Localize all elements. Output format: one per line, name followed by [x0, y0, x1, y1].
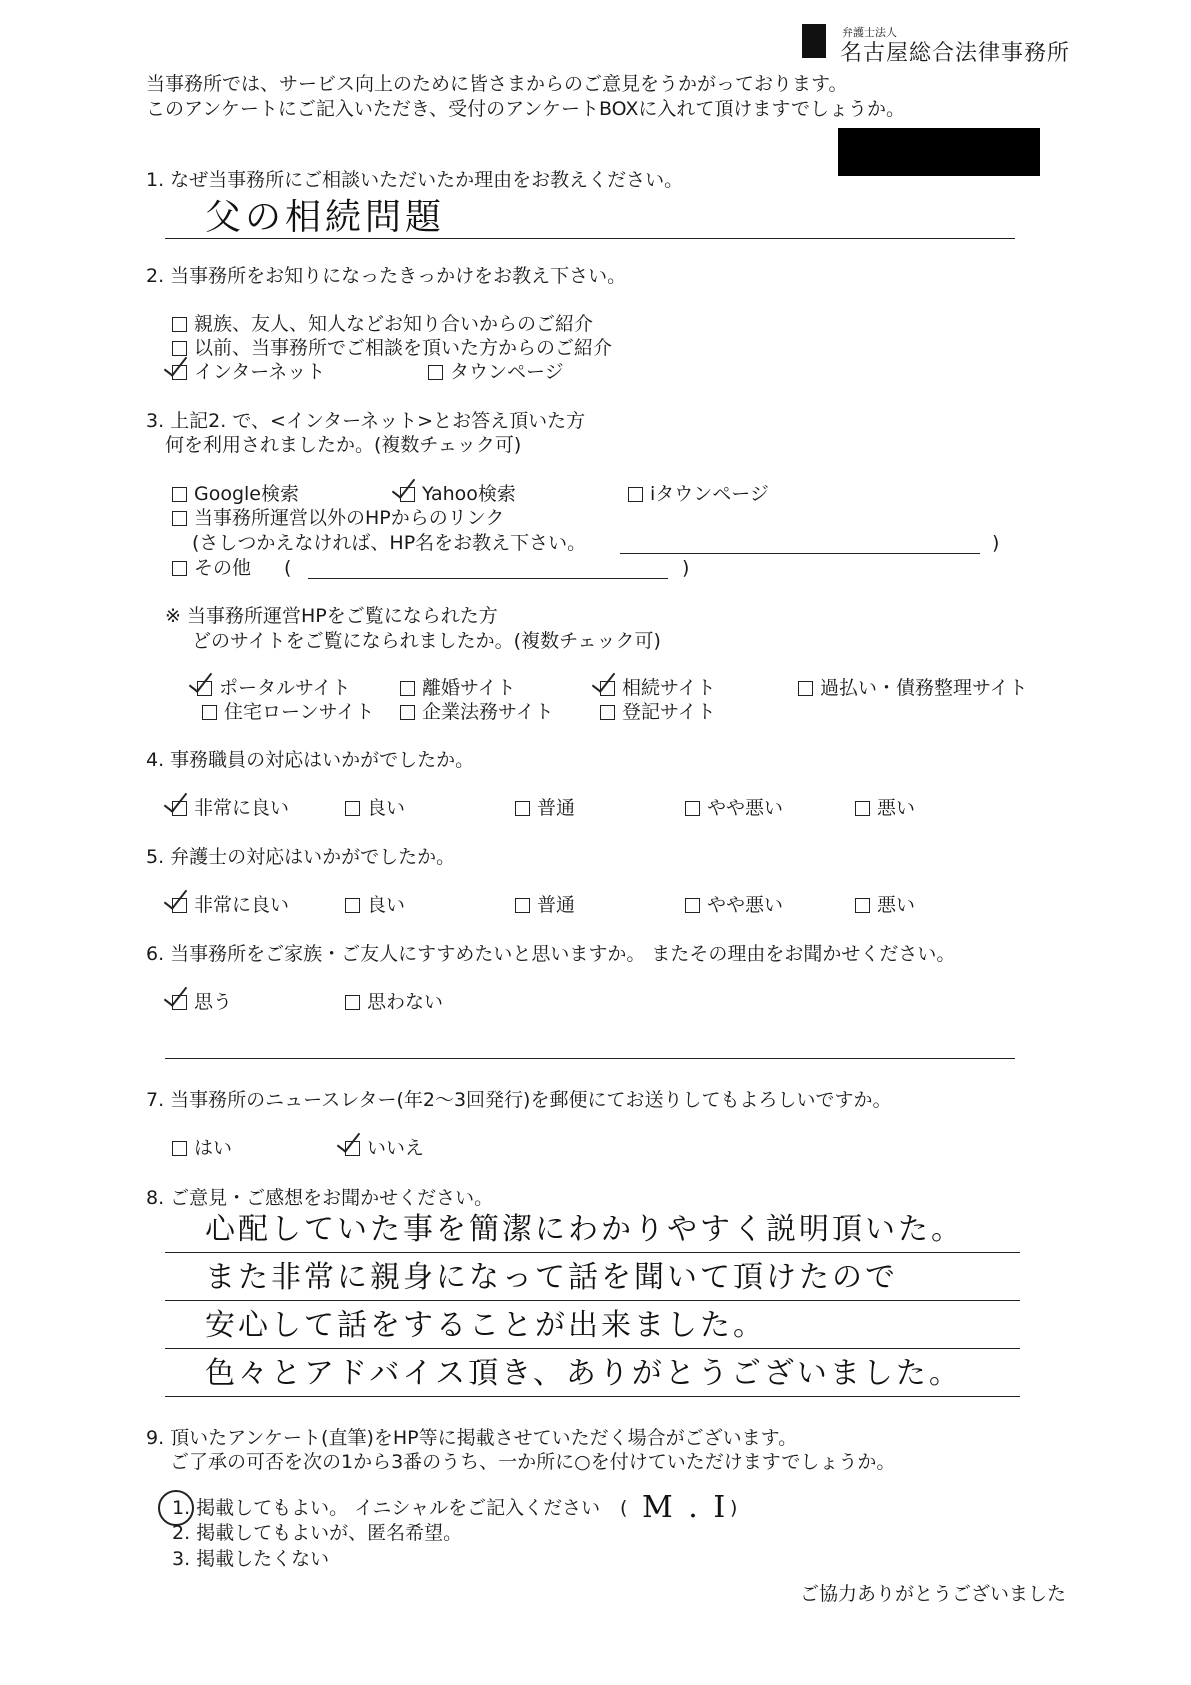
q4-option-bad[interactable]: 悪い: [855, 796, 915, 820]
q8-rule-1: [165, 1252, 1020, 1253]
q2-question: 2. 当事務所をお知りになったきっかけをお教え下さい。: [146, 265, 627, 287]
q9-question-line-1: 9. 頂いたアンケート(直筆)をHP等に掲載させていただく場合がございます。: [146, 1427, 798, 1449]
intro-line-2: このアンケートにご記入いただき、受付のアンケートBOXに入れて頂けますでしょうか。: [146, 98, 905, 120]
q4-option-very-good[interactable]: 非常に良い: [172, 796, 289, 820]
q1-answer[interactable]: 父の相続問題: [205, 197, 446, 238]
q1-question: 1. なぜ当事務所にご相談いただいたか理由をお教えください。: [146, 169, 684, 191]
checkbox[interactable]: [172, 1141, 187, 1156]
q3-question-line-2: 何を利用されましたか。(複数チェック可): [165, 434, 522, 456]
q3-option-itownpage[interactable]: iタウンページ: [628, 482, 769, 506]
checkbox[interactable]: [172, 487, 187, 502]
firm-name: 名古屋総合法律事務所: [840, 41, 1071, 66]
checkbox[interactable]: [600, 705, 615, 720]
q9-choice-1[interactable]: 1. 掲載してもよい。 イニシャルをご記入ください: [172, 1497, 601, 1519]
q8-rule-2: [165, 1300, 1020, 1301]
checkbox[interactable]: [515, 801, 530, 816]
q9-initials[interactable]: M . I: [642, 1490, 729, 1525]
q4-option-good[interactable]: 良い: [345, 796, 405, 820]
q5-option-very-good[interactable]: 非常に良い: [172, 893, 289, 917]
q3-link-input-line[interactable]: [620, 553, 980, 554]
q6-option-no[interactable]: 思わない: [345, 990, 443, 1014]
q8-rule-4: [165, 1396, 1020, 1397]
checkbox[interactable]: [685, 898, 700, 913]
checkbox-checked[interactable]: [172, 801, 187, 816]
checkbox[interactable]: [345, 801, 360, 816]
q3-note-line-2: どのサイトをご覧になられましたか。(複数チェック可): [192, 630, 661, 652]
q3-other-input-line[interactable]: [308, 578, 668, 579]
q3-site-portal[interactable]: ポータルサイト: [197, 676, 351, 700]
q9-initials-open: (: [620, 1497, 628, 1519]
q5-option-somewhat-bad[interactable]: やや悪い: [685, 893, 783, 917]
q9-question-line-2: ご了承の可否を次の1から3番のうち、一か所に○を付けていただけますでしょうか。: [170, 1451, 896, 1473]
firm-logo-mark: [802, 24, 826, 58]
q7-question: 7. 当事務所のニュースレター(年2～3回発行)を郵便にてお送りしてもよろしいですか。: [146, 1089, 892, 1111]
q9-initials-close: ): [730, 1497, 738, 1519]
q3-option-yahoo[interactable]: Yahoo検索: [400, 482, 516, 506]
q3-option-other[interactable]: その他: [172, 556, 251, 580]
q8-answer-line-2[interactable]: また非常に親身になって話を聞いて頂けたので: [205, 1260, 898, 1295]
q3-site-inheritance[interactable]: 相続サイト: [600, 676, 716, 700]
q5-option-bad[interactable]: 悪い: [855, 893, 915, 917]
checkbox-checked[interactable]: [345, 1141, 360, 1156]
q3-site-divorce[interactable]: 離婚サイト: [400, 676, 516, 700]
q8-answer-line-3[interactable]: 安心して話をすることが出来ました。: [205, 1308, 766, 1343]
checkbox[interactable]: [345, 995, 360, 1010]
q4-option-somewhat-bad[interactable]: やや悪い: [685, 796, 783, 820]
q6-question: 6. 当事務所をご家族・ご友人にすすめたいと思いますか。 またその理由をお聞かせください。: [146, 943, 956, 965]
q9-choice-2[interactable]: 2. 掲載してもよいが、匿名希望。: [172, 1522, 463, 1544]
checkbox-checked[interactable]: [197, 681, 212, 696]
q3-option-external-link[interactable]: 当事務所運営以外のHPからのリンク: [172, 506, 504, 530]
q3-link-note: (さしつかえなければ、HP名をお教え下さい。: [192, 532, 587, 554]
q8-answer-line-4[interactable]: 色々とアドバイス頂き、ありがとうございました。: [205, 1356, 962, 1391]
checkbox[interactable]: [855, 801, 870, 816]
q3-option-google[interactable]: Google検索: [172, 482, 299, 506]
checkbox[interactable]: [798, 681, 813, 696]
footer-thanks: ご協力ありがとうございました: [800, 1583, 1067, 1605]
q2-option-townpage[interactable]: タウンページ: [428, 360, 564, 384]
checkbox[interactable]: [685, 801, 700, 816]
checkbox[interactable]: [345, 898, 360, 913]
checkbox-checked[interactable]: [172, 365, 187, 380]
q4-option-normal[interactable]: 普通: [515, 796, 575, 820]
checkbox[interactable]: [628, 487, 643, 502]
q7-option-yes[interactable]: はい: [172, 1136, 232, 1160]
checkbox-checked[interactable]: [600, 681, 615, 696]
checkbox[interactable]: [855, 898, 870, 913]
q3-site-housing-loan[interactable]: 住宅ローンサイト: [202, 700, 374, 724]
checkbox-checked[interactable]: [400, 487, 415, 502]
q3-other-open: (: [284, 557, 292, 579]
q2-option-acquaintance[interactable]: 親族、友人、知人などお知り合いからのご紹介: [172, 312, 593, 336]
q3-other-close: ): [682, 557, 690, 579]
q8-rule-3: [165, 1348, 1020, 1349]
checkbox[interactable]: [515, 898, 530, 913]
q3-site-registration[interactable]: 登記サイト: [600, 700, 716, 724]
q3-site-corporate[interactable]: 企業法務サイト: [400, 700, 554, 724]
checkbox[interactable]: [400, 681, 415, 696]
q9-choice-3[interactable]: 3. 掲載したくない: [172, 1548, 330, 1570]
q3-note-line-1: ※ 当事務所運営HPをご覧になられた方: [165, 605, 498, 627]
q3-question-line-1: 3. 上記2. で、<インターネット>とお答え頂いた方: [146, 410, 586, 432]
checkbox[interactable]: [400, 705, 415, 720]
checkbox[interactable]: [172, 561, 187, 576]
q8-question: 8. ご意見・ご感想をお聞かせください。: [146, 1187, 494, 1209]
checkbox-checked[interactable]: [172, 995, 187, 1010]
firm-small-label: 弁護士法人: [842, 26, 897, 39]
redaction-box: [838, 128, 1040, 176]
q5-option-good[interactable]: 良い: [345, 893, 405, 917]
checkbox[interactable]: [172, 317, 187, 332]
q5-question: 5. 弁護士の対応はいかがでしたか。: [146, 846, 456, 868]
q2-option-internet[interactable]: インターネット: [172, 360, 325, 384]
q5-option-normal[interactable]: 普通: [515, 893, 575, 917]
q8-answer-line-1[interactable]: 心配していた事を簡潔にわかりやすく説明頂いた。: [205, 1212, 964, 1247]
q1-answer-line: [165, 238, 1015, 239]
q7-option-no[interactable]: いいえ: [345, 1136, 424, 1160]
intro-line-1: 当事務所では、サービス向上のために皆さまからのご意見をうかがっております。: [146, 73, 848, 95]
q6-reason-line[interactable]: [165, 1058, 1015, 1059]
checkbox[interactable]: [172, 511, 187, 526]
q3-link-close: ): [992, 532, 1000, 554]
checkbox[interactable]: [202, 705, 217, 720]
q3-site-overpayment[interactable]: 過払い・債務整理サイト: [798, 676, 1028, 700]
q4-question: 4. 事務職員の対応はいかがでしたか。: [146, 749, 475, 771]
checkbox[interactable]: [428, 365, 443, 380]
q2-option-previous-client[interactable]: 以前、当事務所でご相談を頂いた方からのご紹介: [172, 336, 612, 360]
q6-option-yes[interactable]: 思う: [172, 990, 232, 1014]
checkbox-checked[interactable]: [172, 898, 187, 913]
